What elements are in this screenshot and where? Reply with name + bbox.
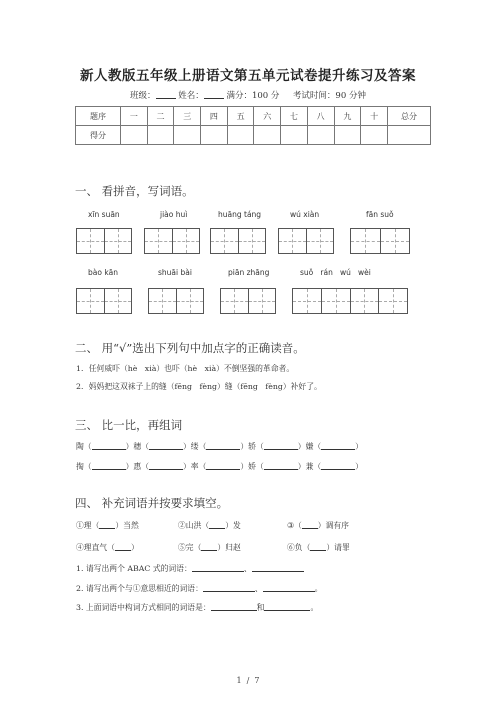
question-2 [76, 583, 322, 594]
pinyin-label: fān suǒ [366, 210, 394, 219]
char: 嫌 [305, 442, 314, 451]
score-cell[interactable] [334, 126, 361, 145]
section-4-heading: 四、 补充词语并按要求填空。 [75, 496, 229, 510]
header-cell: 九 [334, 107, 361, 126]
period: 。 [314, 584, 323, 593]
writing-grid[interactable] [210, 228, 266, 254]
header-cell: 四 [201, 107, 228, 126]
answer-blank[interactable] [149, 441, 183, 450]
char: 陶 [76, 442, 84, 451]
header-cell: 总分 [388, 107, 431, 126]
answer-blank[interactable] [206, 441, 240, 450]
score-cell[interactable] [201, 126, 228, 145]
separator: 、 [243, 564, 252, 573]
full-score: 满分：100 分 [226, 91, 280, 101]
fill-item-2 [178, 520, 241, 531]
question-3 [76, 602, 318, 613]
answer-blank[interactable] [211, 602, 257, 611]
writing-grid[interactable] [148, 288, 204, 314]
answer-blank[interactable] [99, 520, 115, 529]
header-cell: 七 [281, 107, 308, 126]
text: ①理（ [76, 521, 100, 530]
fill-item-5 [178, 542, 241, 553]
pinyin-label: shuāi bài [158, 268, 192, 277]
question-text: 2. 请写出两个与①意思相近的词语： [76, 584, 203, 593]
question-text: 1. 请写出两个 ABAC 式的词语： [76, 564, 192, 573]
score-cell[interactable] [254, 126, 281, 145]
char: 缕 [190, 442, 199, 451]
exam-info [0, 89, 496, 101]
score-cell[interactable] [147, 126, 174, 145]
fill-item-1 [76, 520, 139, 531]
answer-blank[interactable] [115, 542, 131, 551]
header-cell: 一 [121, 107, 148, 126]
header-cell: 八 [307, 107, 334, 126]
text: ）发 [225, 521, 241, 530]
section-1-heading: 一、 看拼音，写词语。 [75, 184, 194, 198]
header-cell: 十 [361, 107, 388, 126]
compare-row-1: 陶（ ）穗（ ）缕（ ）轿（ ）嫌（ ） [76, 442, 363, 451]
score-cell[interactable] [361, 126, 388, 145]
fill-item-3 [287, 520, 349, 531]
text: ②山洪（ [178, 521, 210, 530]
fill-item-6 [287, 542, 350, 553]
pinyin-label: suǒ rán wú wèi [300, 268, 371, 277]
writing-grid[interactable] [292, 288, 408, 314]
text: ）请罪 [326, 543, 350, 552]
text: ）归赵 [217, 543, 241, 552]
char: 穗 [133, 442, 142, 451]
answer-blank[interactable] [201, 542, 217, 551]
score-cell[interactable] [307, 126, 334, 145]
separator: 、 [254, 584, 263, 593]
score-table-header-row [76, 107, 431, 126]
text: ）当然 [115, 521, 139, 530]
score-cell[interactable] [174, 126, 201, 145]
answer-blank[interactable] [92, 461, 126, 470]
question-1 [76, 563, 304, 574]
char: 率 [190, 462, 199, 471]
answer-blank[interactable] [321, 441, 355, 450]
pinyin-label: huāng táng [218, 210, 262, 219]
text: ） [130, 543, 139, 552]
section-3-heading: 三、 比一比，再组词 [75, 418, 183, 432]
conjunction: 和 [256, 603, 265, 612]
answer-blank[interactable] [264, 602, 310, 611]
period: 。 [310, 603, 319, 612]
row-label: 得分 [76, 126, 121, 145]
name-label: 姓名： [178, 91, 204, 101]
answer-blank[interactable] [264, 461, 298, 470]
answer-blank[interactable] [149, 461, 183, 470]
header-cell: 三 [174, 107, 201, 126]
fill-item-4 [76, 542, 139, 553]
page-number: 1 / 7 [236, 676, 260, 685]
question-text: 3. 上面词语中构词方式相同的词语是： [76, 603, 211, 612]
answer-blank[interactable] [192, 563, 244, 572]
section-2-heading: 二、 用“√”选出下列句中加点字的正确读音。 [75, 341, 305, 355]
class-label: 班级： [130, 91, 156, 101]
pinyin-label: piān zhāng [228, 268, 270, 277]
answer-blank[interactable] [252, 563, 304, 572]
class-blank [156, 90, 176, 99]
answer-blank[interactable] [321, 461, 355, 470]
pinyin-label: xīn suān [88, 210, 120, 219]
pinyin-label: jiào huì [160, 210, 188, 219]
char: 惠 [133, 462, 142, 471]
score-table [75, 106, 431, 145]
answer-blank[interactable] [206, 461, 240, 470]
text: ④理直气（ [76, 543, 115, 552]
page-title: 新人教版五年级上册语文第五单元试卷提升练习及答案 [80, 68, 416, 84]
question-line: 2．妈妈把这双袜子上的缝（fēng fèng）缝（fēng fèng）补好了。 [76, 382, 322, 391]
header-cell: 五 [227, 107, 254, 126]
text: ⑤完（ [178, 543, 202, 552]
name-blank [204, 90, 224, 99]
exam-time: 考试时间：90 分钟 [292, 91, 366, 101]
char: 娇 [248, 462, 256, 471]
answer-blank[interactable] [209, 520, 225, 529]
answer-blank[interactable] [92, 441, 126, 450]
header-cell: 二 [147, 107, 174, 126]
score-cell[interactable] [388, 126, 431, 145]
writing-grid[interactable] [76, 228, 132, 254]
question-line: 1．任何威吓（hè xià）也吓（hè xià）不倒坚强的革命者。 [76, 364, 295, 373]
writing-grid[interactable] [76, 288, 132, 314]
score-table-score-row [76, 126, 431, 145]
char: 兼 [305, 462, 314, 471]
char: 轿 [248, 442, 256, 451]
text: ⑥负（ [287, 543, 311, 552]
score-cell[interactable] [121, 126, 148, 145]
answer-blank[interactable] [264, 441, 298, 450]
pinyin-label: wú xiàn [290, 210, 320, 219]
header-cell: 题序 [76, 107, 121, 126]
answer-blank[interactable] [310, 542, 326, 551]
writing-grid[interactable] [278, 228, 334, 254]
answer-blank[interactable] [302, 520, 318, 529]
writing-grid[interactable] [350, 228, 410, 254]
writing-grid[interactable] [220, 288, 276, 314]
compare-row-2: 掏（ ）惠（ ）率（ ）娇（ ）兼（ ） [76, 462, 363, 471]
header-cell: 六 [254, 107, 281, 126]
text: ③（ [287, 521, 302, 530]
text: ）调有序 [317, 521, 349, 530]
pinyin-label: bào kān [88, 268, 119, 277]
answer-blank[interactable] [203, 583, 255, 592]
answer-blank[interactable] [263, 583, 315, 592]
char: 掏 [76, 462, 84, 471]
writing-grid[interactable] [144, 228, 200, 254]
score-cell[interactable] [227, 126, 254, 145]
score-cell[interactable] [281, 126, 308, 145]
